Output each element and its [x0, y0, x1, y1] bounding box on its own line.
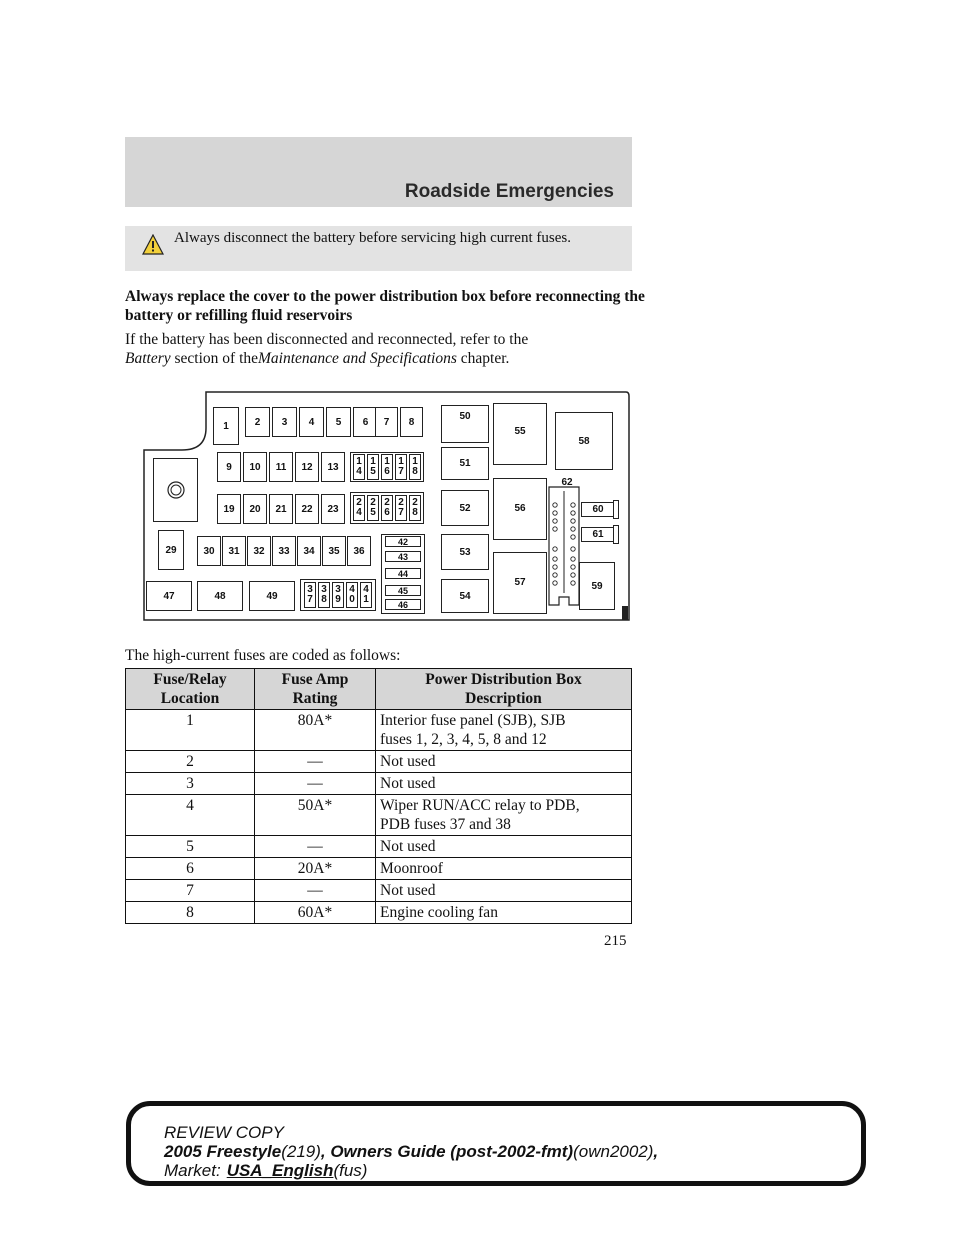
fuse-62-label: 62: [561, 476, 573, 488]
fuse-22: 22: [295, 494, 319, 524]
fuse-42: 42: [385, 536, 421, 547]
fuse-45: 45: [385, 585, 421, 596]
fuse-32: 32: [247, 536, 271, 566]
table-intro: The high-current fuses are coded as follows:: [125, 647, 401, 664]
section-header-band: [125, 137, 632, 207]
fuse-3: 3: [272, 407, 297, 437]
fuse-14: 1 4: [353, 454, 365, 480]
fuse-53: 53: [441, 534, 489, 570]
connector-62: [547, 485, 581, 607]
fuse-7: 7: [375, 407, 398, 437]
fuse-18: 1 8: [409, 454, 421, 480]
table-row: 1 80A* Interior fuse panel (SJB), SJB fuses 1, 2, 3, 4, 5, 8 and 12: [126, 710, 632, 751]
relay-57: 57: [493, 552, 547, 614]
fuse-11: 11: [269, 452, 293, 482]
fuse-16: 1 6: [381, 454, 393, 480]
relay-59: 59: [579, 562, 615, 610]
table-row: 6 20A* Moonroof: [126, 858, 632, 880]
section-title: Roadside Emergencies: [404, 181, 614, 202]
fuse-28: 2 8: [409, 495, 421, 521]
fuse-39: 3 9: [332, 582, 344, 608]
relay-socket: [153, 458, 198, 522]
fuse-35: 35: [322, 536, 346, 566]
fuse-19: 19: [217, 494, 241, 524]
review-line-3: Market: USA_English(fus): [164, 1161, 368, 1180]
fuse-38: 3 8: [318, 582, 330, 608]
fuse-25: 2 5: [367, 495, 379, 521]
fuse-15: 1 5: [367, 454, 379, 480]
fuse-9: 9: [217, 452, 241, 482]
fuse-31: 31: [222, 536, 246, 566]
fuse-51: 51: [441, 447, 489, 480]
fuse-60-tab: [613, 500, 619, 519]
table-row: 4 50A* Wiper RUN/ACC relay to PDB, PDB fuses 37 and 38: [126, 795, 632, 836]
review-line-1: REVIEW COPY: [164, 1123, 284, 1142]
warning-box: [125, 226, 632, 271]
fuse-1: 1: [213, 407, 239, 445]
fuse-61: 61: [581, 527, 615, 542]
fuse-6: 6: [353, 407, 378, 437]
header-amp-rating: Fuse Amp Rating: [255, 669, 376, 710]
warning-triangle-icon: [142, 234, 164, 256]
review-line-2: 2005 Freestyle(219), Owners Guide (post-2002-fmt)(own2002),: [164, 1142, 659, 1161]
fuse-21: 21: [269, 494, 293, 524]
fuse-30: 30: [197, 536, 221, 566]
relay-58: 58: [555, 412, 613, 470]
fuse-26: 2 6: [381, 495, 393, 521]
fuse-47: 47: [146, 581, 192, 611]
cover-instruction: Always replace the cover to the power distribution box before reconnecting the battery or refilling fluid reservoirs: [125, 288, 645, 324]
fuse-48: 48: [197, 581, 243, 611]
fuse-4: 4: [299, 407, 324, 437]
relay-55: 55: [493, 403, 547, 465]
warning-text: Always disconnect the battery before servicing high current fuses.: [174, 230, 571, 246]
table-row: 2 — Not used: [126, 751, 632, 773]
fuse-27: 2 7: [395, 495, 407, 521]
fuse-13: 13: [321, 452, 345, 482]
fuse-8: 8: [400, 407, 423, 437]
relay-terminal-icon: [166, 480, 186, 500]
fuse-34: 34: [297, 536, 321, 566]
header-description: Power Distribution Box Description: [376, 669, 632, 710]
fuse-40: 4 0: [346, 582, 358, 608]
fuse-46: 46: [385, 599, 421, 610]
table-row: 3 — Not used: [126, 773, 632, 795]
table-row: 8 60A* Engine cooling fan: [126, 902, 632, 924]
fuse-54: 54: [441, 579, 489, 613]
table-row: 5 — Not used: [126, 836, 632, 858]
fuse-61-tab: [613, 525, 619, 544]
review-copy-footer: [126, 1101, 866, 1186]
header-location: Fuse/Relay Location: [126, 669, 255, 710]
fuse-49: 49: [249, 581, 295, 611]
fuse-29: 29: [158, 530, 184, 570]
fuse-5: 5: [326, 407, 351, 437]
table-header-row: [126, 669, 632, 710]
page-number: 215: [604, 933, 627, 949]
fuse-60: 60: [581, 502, 615, 517]
fuse-12: 12: [295, 452, 319, 482]
battery-reference: If the battery has been disconnected and reconnected, refer to the Battery section of theMaintenance and Specifications chapter.: [125, 331, 529, 367]
fuse-52: 52: [441, 490, 489, 526]
fuse-36: 36: [347, 536, 371, 566]
fuse-23: 23: [321, 494, 345, 524]
fuse-50: 50: [441, 405, 489, 443]
fuse-10: 10: [243, 452, 267, 482]
fuse-44: 44: [385, 568, 421, 579]
high-current-fuse-table: [125, 668, 632, 924]
power-distribution-box-diagram: [140, 388, 630, 623]
table-row: 7 — Not used: [126, 880, 632, 902]
fuse-24: 2 4: [353, 495, 365, 521]
fuse-17: 1 7: [395, 454, 407, 480]
fuse-2: 2: [245, 407, 270, 437]
fuse-41: 4 1: [360, 582, 372, 608]
fuse-20: 20: [243, 494, 267, 524]
fuse-37: 3 7: [304, 582, 316, 608]
relay-56: 56: [493, 478, 547, 540]
fuse-43: 43: [385, 551, 421, 562]
fuse-33: 33: [272, 536, 296, 566]
